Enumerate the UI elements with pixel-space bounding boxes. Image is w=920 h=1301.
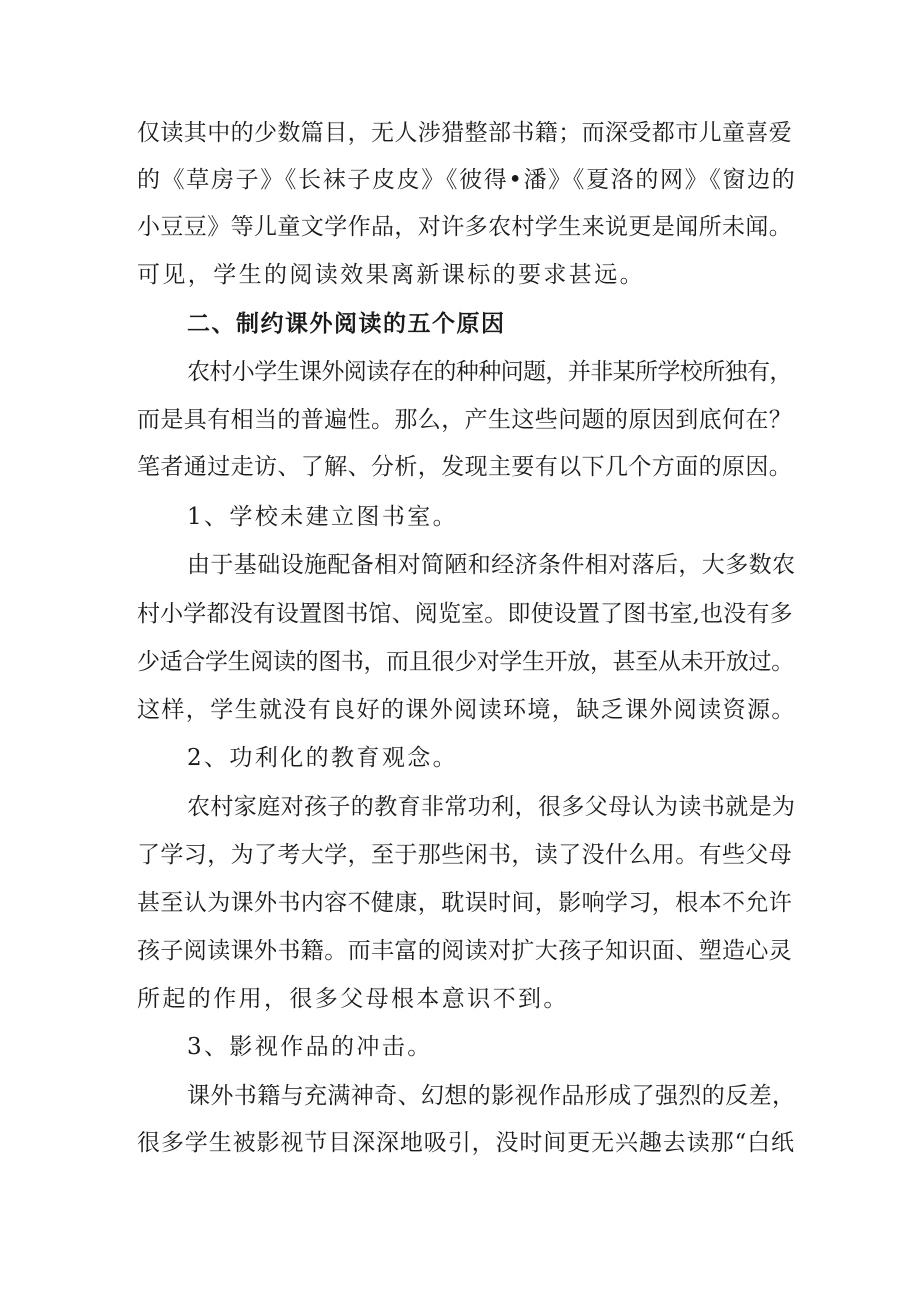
body-text-line: 少适合学生阅读的图书，而且很少对学生开放，甚至从未开放过。 [137,649,794,675]
body-text-line: 小豆豆》等儿童文学作品，对许多农村学生来说更是闻所未闻。 [137,214,793,240]
body-text-line: 很多学生被影视节目深深地吸引，没时间更无兴趣去读那“白纸 [137,1130,795,1156]
body-text-line: 甚至认为课外书内容不健康，耽误时间，影响学习，根本不允许 [137,890,793,916]
paragraph-first-line: 农村小学生课外阅读存在的种种问题，并非某所学校所独有， [187,359,792,385]
body-text-line: 村小学都没有设置图书馆、阅览室。即使设置了图书室,也没有多 [137,601,793,627]
body-text-line: 仅读其中的少数篇目，无人涉猎整部书籍；而深受都市儿童喜爱 [137,120,793,146]
body-text-line: 这样，学生就没有良好的课外阅读环境，缺乏课外阅读资源。 [137,697,796,723]
body-text-line: 的《草房子》《长袜子皮皮》《彼得•潘》《夏洛的网》《窗边的 [137,167,797,193]
body-text-line: 可见，学生的阅读效果离新课标的要求甚远。 [137,262,645,288]
body-text-line: 了学习，为了考大学，至于那些闲书，读了没什么用。有些父母 [137,842,793,868]
subsection-heading: 2、功利化的教育观念。 [187,745,459,771]
paragraph-first-line: 课外书籍与充满神奇、幻想的影视作品形成了强烈的反差， [187,1083,796,1109]
body-text-line: 所起的作用，很多父母根本意识不到。 [137,986,569,1012]
body-text-line: 笔者通过走访、了解、分析，发现主要有以下几个方面的原因。 [137,454,793,480]
subsection-heading: 3、影视作品的冲击。 [187,1034,433,1060]
body-text-line: 而是具有相当的普遍性。那么，产生这些问题的原因到底何在？ [137,407,793,433]
body-text-line: 孩子阅读课外书籍。而丰富的阅读对扩大孩子知识面、塑造心灵 [137,938,793,964]
section-heading: 二、制约课外阅读的五个原因 [187,310,506,337]
paragraph-first-line: 由于基础设施配备相对简陋和经济条件相对落后，大多数农 [187,552,796,578]
subsection-heading: 1、学校未建立图书室。 [187,504,459,530]
paragraph-first-line: 农村家庭对孩子的教育非常功利，很多父母认为读书就是为 [187,794,796,820]
